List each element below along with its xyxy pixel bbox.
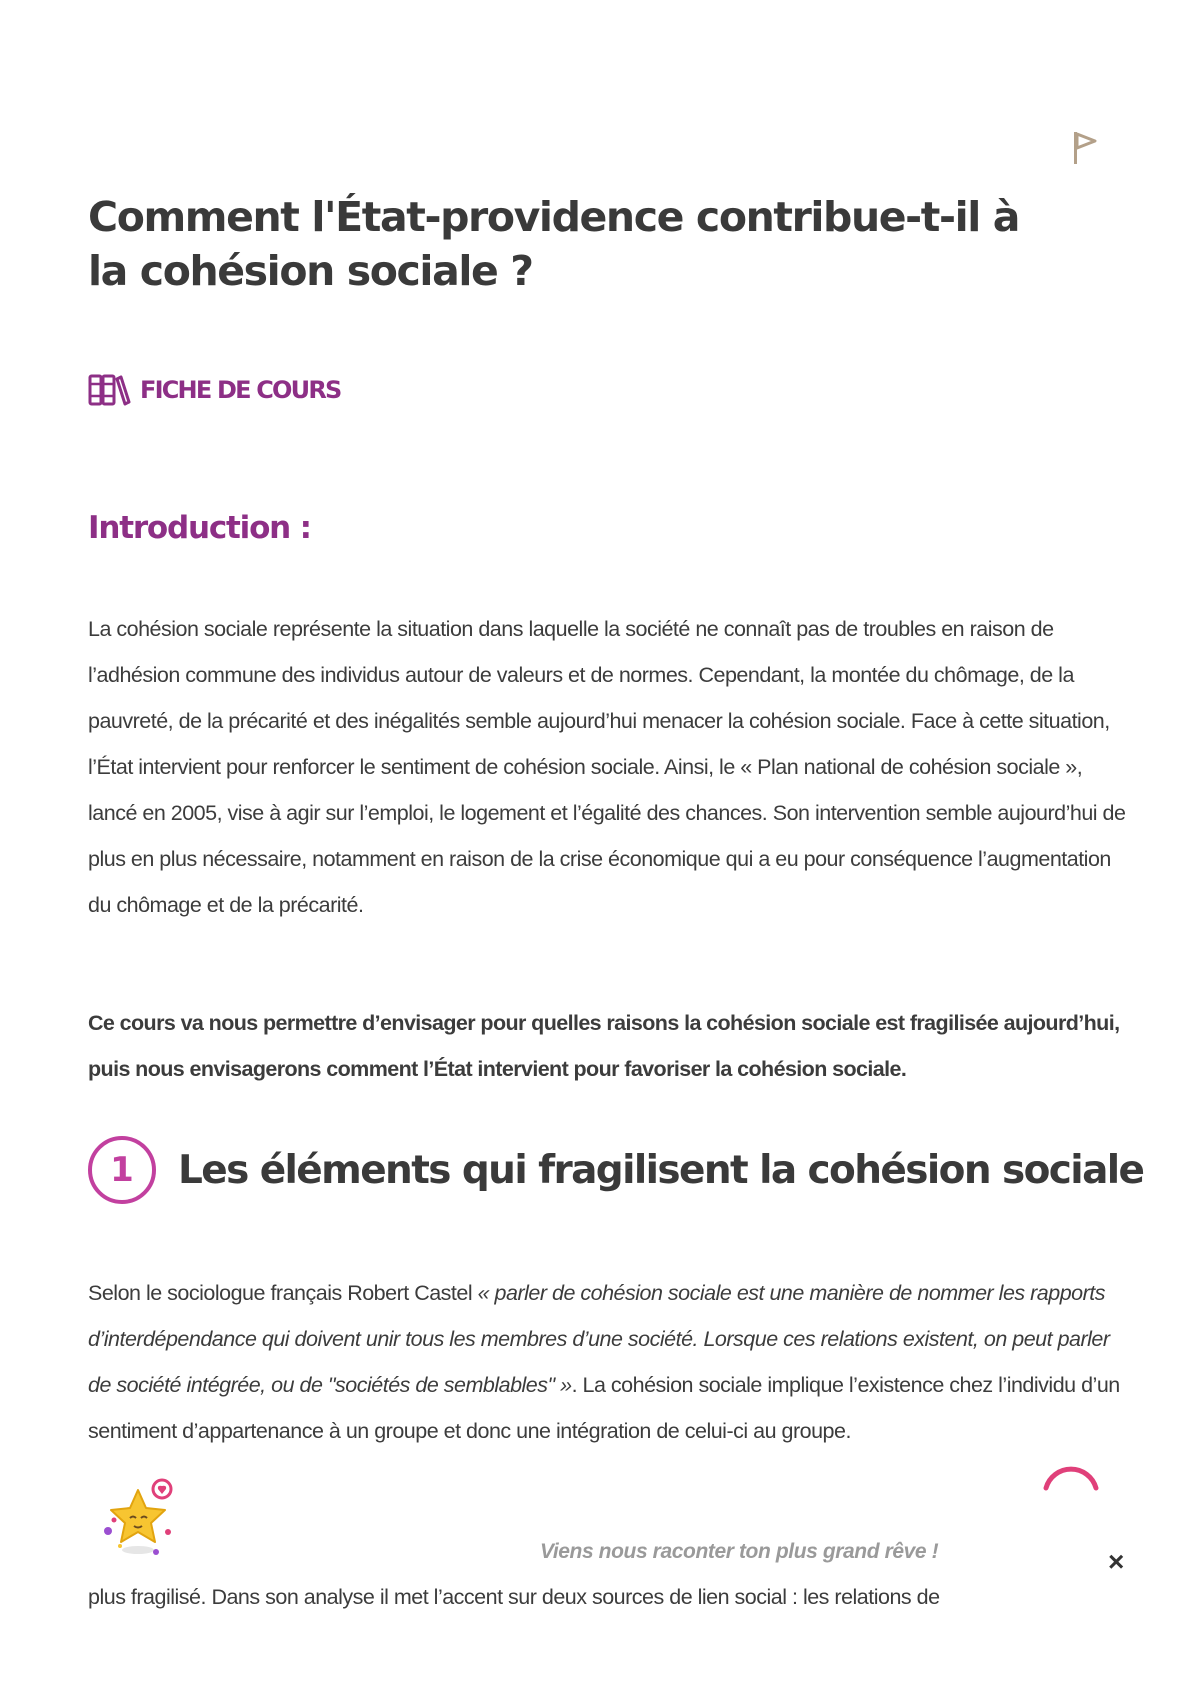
section-title: Les éléments qui fragilisent la cohésion sociale <box>178 1147 1144 1193</box>
intro-bold-paragraph: Ce cours va nous permettre d’envisager pour quelles raisons la cohésion sociale est fragilisée aujourd’hui, puis nous envisagerons comment l’État intervient pour favoriser la cohésion sociale. <box>88 1011 1120 1081</box>
close-icon[interactable]: × <box>1108 1546 1125 1577</box>
promo-banner-text[interactable]: Viens nous raconter ton plus grand rêve ! <box>540 1540 939 1563</box>
page-title: Comment l'État-providence contribue-t-il à la cohésion sociale ? <box>88 193 1020 295</box>
section-heading <box>88 1136 1143 1204</box>
books-icon <box>88 373 132 407</box>
star-mascot-icon[interactable] <box>96 1476 180 1560</box>
intro-heading: Introduction : <box>88 510 311 546</box>
flag-icon[interactable] <box>1072 130 1098 166</box>
intro-paragraph: La cohésion sociale représente la situation dans laquelle la société ne connaît pas de troubles en raison de l’adhésion commune des individus autour de valeurs et de normes. Cependant, la montée du chômage, de la pauvreté, de la précarité et des inégalités semble aujourd’hui menacer la cohésion sociale. Face à cette situation, l’État intervient pour renforcer le sentiment de cohésion sociale. Ainsi, le « Plan national de cohésion sociale », lancé en 2005, vise à agir sur l’emploi, le logement et l’égalité des chances. Son intervention semble aujourd’hui de plus en plus nécessaire, notamment en raison de la crise économique qui a eu pour conséquence l’augmentation du chômage et de la précarité. <box>88 617 1126 917</box>
paragraph-text-end: . La cohésion sociale implique l’existence chez l’individu d’un sentiment d’appartenance à un groupe et donc une intégration de celui-ci au groupe. <box>88 1373 1120 1443</box>
course-sheet-badge <box>88 373 341 407</box>
section-paragraph-next: plus fragilisé. Dans son analyse il met l’accent sur deux sources de lien social : les relations de <box>88 1585 940 1609</box>
section-number-badge: 1 <box>88 1136 156 1204</box>
course-sheet-label: FICHE DE COURS <box>140 376 341 404</box>
castel-quote: « parler de cohésion sociale est une manière de nommer les rapports d’interdépendance qui doivent unir tous les membres d’une société. Lorsque ces relations existent, on peut parler de société intégrée, ou de "sociétés de semblables" » <box>88 1281 1110 1397</box>
section-paragraph <box>88 1270 1128 1454</box>
paragraph-text-start: Selon le sociologue français Robert Castel <box>88 1281 478 1305</box>
